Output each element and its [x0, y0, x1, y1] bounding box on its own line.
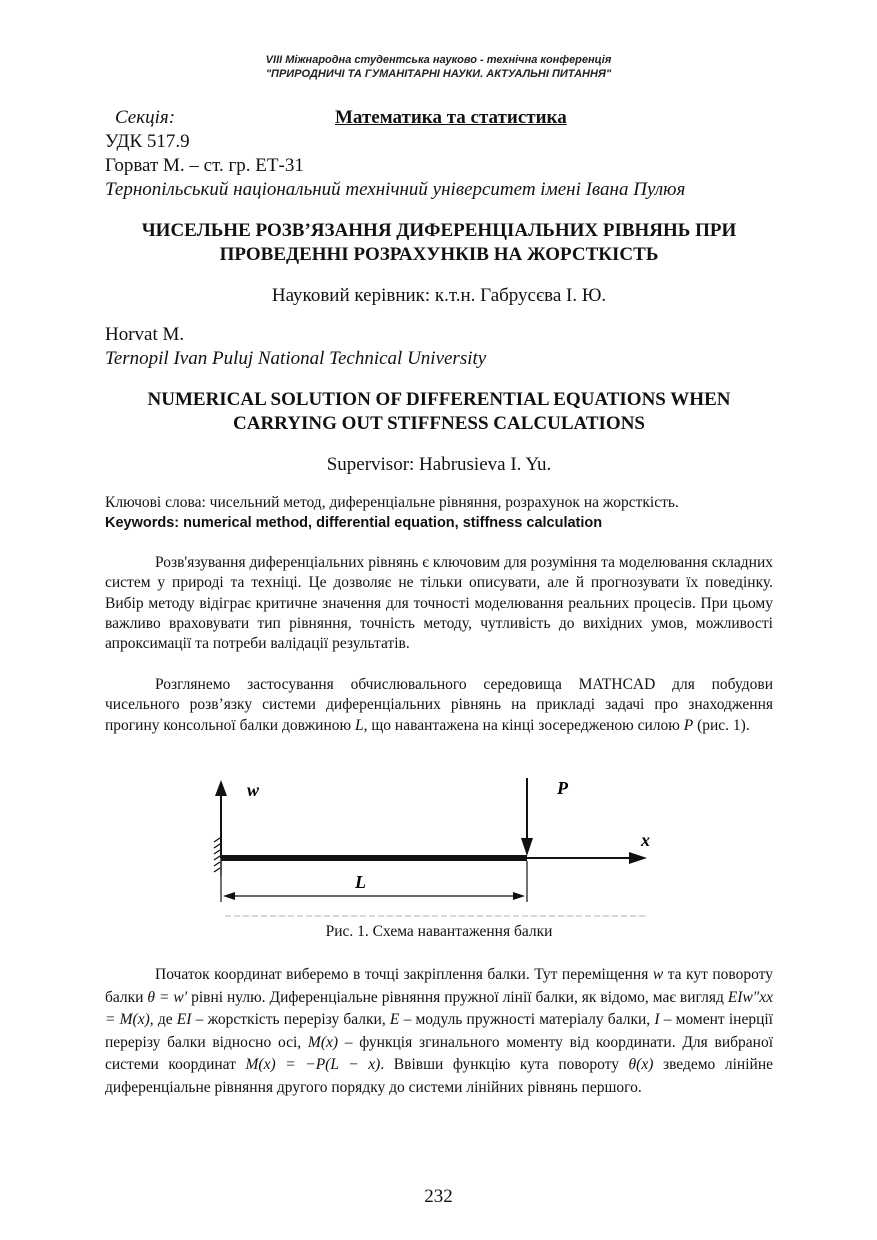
p3-text-10: зведемо лінійне диференціальне рівняння другого порядку до системи лінійних рівнянь першого.: [105, 1056, 773, 1096]
p3-text-3: рівні нулю. Диференціальне рівняння пружної лінії балки, як відомо, має вигляд: [187, 988, 728, 1006]
p3-text-1: Початок координат виберемо в точці закріплення балки. Тут переміщення: [155, 966, 653, 983]
label-L: L: [355, 872, 366, 892]
p3-text-5: – жорсткість перерізу балки,: [191, 1011, 390, 1028]
math-theta-eq: θ = w′: [147, 988, 188, 1006]
paragraph-2-text-a: Розглянемо застосування обчислювального середовища MATHCAD для побудови чисельного розв’язку системи диференціальних рівнянь на прикладі задачі про знаходження прогину консольної балки довжиною: [105, 676, 773, 734]
beam: [221, 855, 527, 861]
author-ua: Горват М. – ст. гр. ЕТ-31: [105, 155, 304, 176]
title-ua: [105, 219, 773, 267]
math-theta-x: θ(x): [628, 1056, 654, 1073]
supervisor-ua: Науковий керівник: к.т.н. Габрусєва І. Ю.: [271, 285, 607, 306]
page-number: 232: [424, 1186, 453, 1207]
p3-text-9: . Ввівши функцію кута повороту: [380, 1056, 629, 1073]
affiliation-ua: Тернопільський національний технічний університет імені Івана Пулюя: [105, 179, 686, 200]
p3-text-4: , де: [149, 1011, 177, 1028]
figure-caption: Рис. 1. Схема навантаження балки: [325, 923, 553, 940]
affiliation-en: Ternopil Ivan Puluj National Technical University: [105, 348, 487, 369]
section-name: Математика та статистика: [335, 107, 567, 128]
p3-text-8: – функція згинального моменту від координати. Для вибраної системи координат: [105, 1033, 773, 1073]
math-P: P: [683, 716, 694, 734]
conference-header-line1: VIII Міжнародна студентська науково - технічна конференція: [265, 54, 612, 66]
math-EI: EI: [176, 1011, 192, 1028]
p3-text-2: та кут повороту балки: [105, 966, 773, 1006]
paragraph-1-text: Розв'язування диференціальних рівнянь є ключовим для розуміння та моделювання складних систем у природі та техніці. Це дозволяє не тільки описувати, але й прогнозувати їх поведінку. Вибір методу відіграє критичне значення для точності моделювання реальних процесів. При цьому важливо враховувати тип рівняння, точність методу, чутливість до вихідних умов, можливості апроксимації та потреби валідації результатів.: [105, 554, 773, 653]
paragraph-2-text-c: (рис. 1).: [693, 716, 750, 734]
math-w: w: [652, 966, 664, 983]
math-Mx: M(x): [307, 1033, 339, 1051]
fixed-support: [214, 838, 221, 876]
udk-code: УДК 517.9: [105, 131, 190, 152]
math-I: I: [654, 1011, 660, 1028]
math-E: E: [389, 1011, 400, 1028]
math-eq-moment: M(x) = −P(L − x): [245, 1056, 381, 1073]
beam-figure: [205, 768, 665, 920]
math-eq-beam: EIw″xx = M(x): [105, 988, 773, 1028]
title-en-line1: NUMERICAL SOLUTION OF DIFFERENTIAL EQUATIONS WHEN: [147, 389, 731, 410]
conference-header-line2: "ПРИРОДНИЧІ ТА ГУМАНІТАРНІ НАУКИ. АКТУАЛЬНІ ПИТАННЯ": [265, 68, 612, 80]
p3-text-6: – модуль пружності матеріалу балки,: [399, 1011, 655, 1028]
beam-diagram: [205, 768, 665, 920]
title-en-line2: CARRYING OUT STIFFNESS CALCULATIONS: [233, 413, 645, 434]
section-label: Секція:: [115, 107, 176, 128]
label-x: x: [641, 830, 650, 850]
conference-header: [0, 53, 877, 81]
label-w: w: [247, 780, 260, 800]
supervisor-en: Supervisor: Habrusieva I. Yu.: [326, 454, 552, 475]
label-P: P: [557, 778, 568, 798]
paragraph-2-text-b: , що навантажена на кінці зосередженою силою: [363, 716, 684, 734]
paragraph-1: [105, 553, 773, 654]
paragraph-2: [105, 675, 773, 736]
p3-text-7: – момент інерції перерізу балки відносно осі,: [105, 1011, 773, 1051]
title-ua-line2: ПРОВЕДЕННІ РОЗРАХУНКІВ НА ЖОРСТКІСТЬ: [219, 244, 659, 265]
title-ua-line1: ЧИСЕЛЬНЕ РОЗВ’ЯЗАННЯ ДИФЕРЕНЦІАЛЬНИХ РІВНЯНЬ ПРИ: [141, 220, 737, 241]
x-axis-arrow: [629, 852, 647, 864]
w-axis-arrow: [215, 780, 227, 796]
keywords-ua: Ключові слова: чисельний метод, диференціальне рівняння, розрахунок на жорсткість.: [105, 494, 679, 511]
force-P-arrow: [521, 838, 533, 856]
author-en: Horvat M.: [105, 324, 185, 345]
keywords-en: Keywords: numerical method, differential equation, stiffness calculation: [105, 515, 603, 531]
math-L: L: [354, 716, 364, 734]
title-en: [105, 388, 773, 436]
paragraph-3: [105, 964, 773, 1099]
